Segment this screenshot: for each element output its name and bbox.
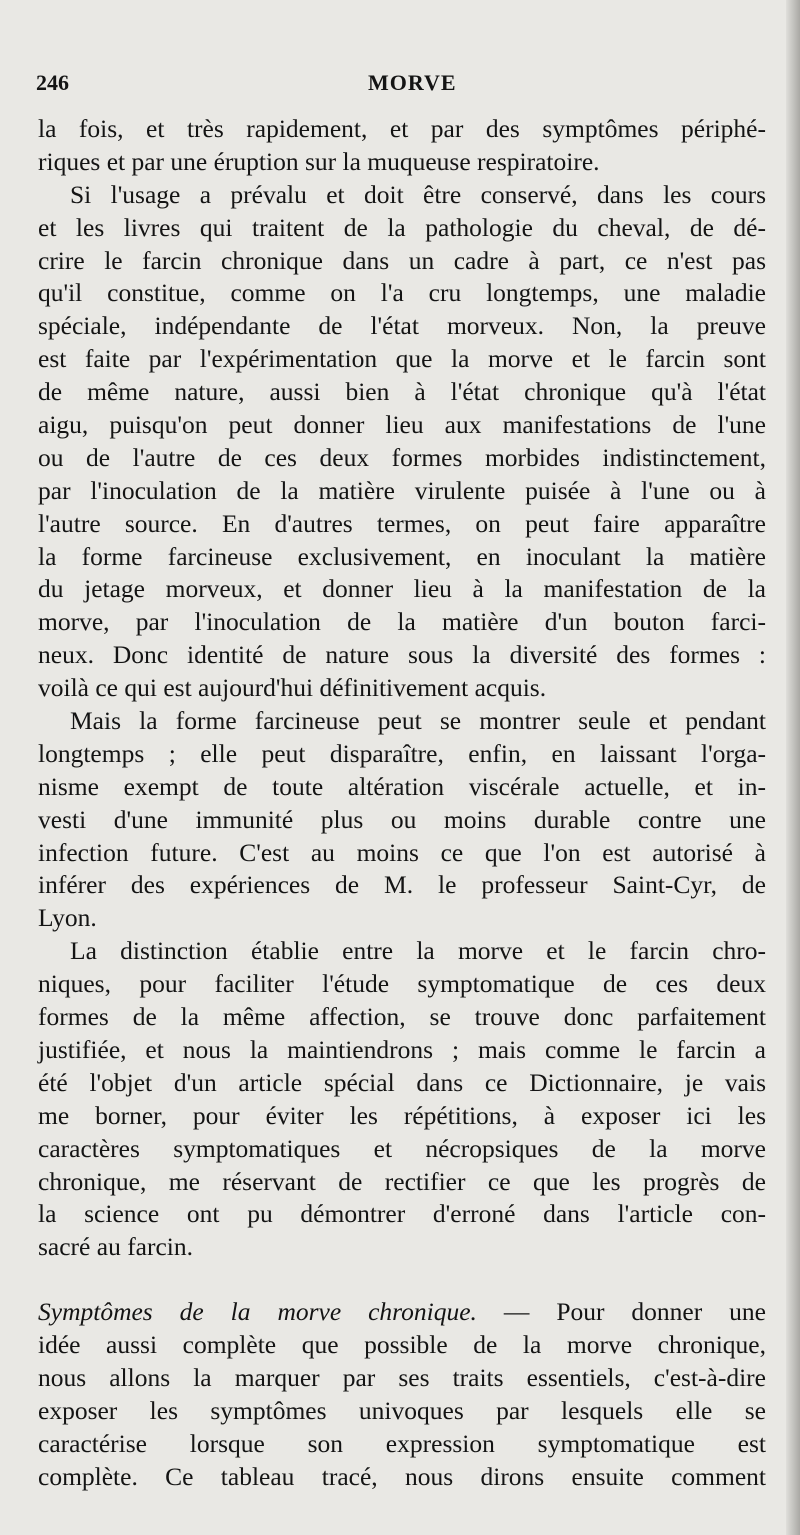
text-line: longtemps ; elle peut disparaître, enfin, en laissant l'orga- xyxy=(38,738,766,768)
text-line: chronique, me réservant de rectifier ce que les progrès de xyxy=(38,1166,766,1196)
text-line: exposer les symptômes univoques par lesquels elle se xyxy=(38,1395,766,1425)
text-line: ou de l'autre de ces deux formes morbides indistinctement, xyxy=(38,442,766,472)
text-line: la fois, et très rapidement, et par des symptômes périphé- xyxy=(38,114,766,143)
page-edge-shadow xyxy=(786,0,800,1535)
text-line: complète. Ce tableau tracé, nous dirons ensuite comment xyxy=(38,1461,766,1491)
text-line: la science ont pu démontrer d'erroné dans l'article con- xyxy=(38,1199,766,1229)
text-line: sacré au farcin. xyxy=(38,1232,194,1262)
section-spacer xyxy=(38,1264,766,1296)
section-heading: Symptômes de la morve chronique. xyxy=(38,1297,477,1327)
text-line: Mais la forme farcineuse peut se montrer seule et pendant xyxy=(70,706,766,736)
text-line: de même nature, aussi bien à l'état chronique qu'à l'état xyxy=(38,377,766,407)
text-line: aigu, puisqu'on peut donner lieu aux manifestations de l'une xyxy=(38,410,766,440)
paragraph-farcin-chronique xyxy=(38,179,766,705)
text-line: nisme exempt de toute altération viscérale actuelle, et in- xyxy=(38,771,766,801)
text-line: riques et par une éruption sur la muqueuse respiratoire. xyxy=(38,146,600,176)
text-line: est faite par l'expérimentation que la morve et le farcin sont xyxy=(38,344,766,374)
text-line: formes de la même affection, se trouve donc parfaitement xyxy=(38,1002,766,1032)
section-heading-continuation: — Pour donner une xyxy=(476,1297,766,1327)
text-line: qu'il constitue, comme on l'a cru longtemps, une maladie xyxy=(38,278,766,308)
text-line: La distinction établie entre la morve et le farcin chro- xyxy=(70,936,766,966)
text-line: et les livres qui traitent de la pathologie du cheval, de dé- xyxy=(38,212,766,242)
text-line: caractérise lorsque son expression symptomatique est xyxy=(38,1428,766,1458)
text-line: la forme farcineuse exclusivement, en inoculant la matière xyxy=(38,541,766,571)
body-text xyxy=(38,113,766,1494)
paragraph-continuation xyxy=(38,113,766,179)
page-header xyxy=(36,70,756,100)
text-line: me borner, pour éviter les répétitions, à exposer ici les xyxy=(38,1100,766,1130)
paragraph-distinction xyxy=(38,935,766,1264)
text-line: voilà ce qui est aujourd'hui définitivement acquis. xyxy=(38,673,547,703)
text-line: idée aussi complète que possible de la morve chronique, xyxy=(38,1330,766,1360)
text-line: du jetage morveux, et donner lieu à la manifestation de la xyxy=(38,574,766,604)
text-line: l'autre source. En d'autres termes, on peut faire apparaître xyxy=(38,508,766,538)
text-line: crire le farcin chronique dans un cadre à part, ce n'est pas xyxy=(38,245,766,275)
paragraph-forme-farcineuse xyxy=(38,705,766,935)
text-line: neux. Donc identité de nature sous la diversité des formes : xyxy=(38,640,766,670)
text-line: spéciale, indépendante de l'état morveux. Non, la preuve xyxy=(38,311,766,341)
page-number: 246 xyxy=(36,70,69,95)
text-line: inférer des expériences de M. le professeur Saint-Cyr, de xyxy=(38,870,766,900)
section-symptomes xyxy=(38,1296,766,1493)
text-line: infection future. C'est au moins ce que l'on est autorisé à xyxy=(38,837,766,867)
section-first-line xyxy=(38,1296,766,1329)
text-line: par l'inoculation de la matière virulente puisée à l'une ou à xyxy=(38,475,766,505)
text-line: morve, par l'inoculation de la matière d'un bouton farci- xyxy=(38,607,766,637)
text-line: été l'objet d'un article spécial dans ce Dictionnaire, je vais xyxy=(38,1067,766,1097)
text-line: Si l'usage a prévalu et doit être conservé, dans les cours xyxy=(70,179,766,209)
text-line: nous allons la marquer par ses traits essentiels, c'est-à-dire xyxy=(38,1362,766,1392)
text-line: caractères symptomatiques et nécropsiques de la morve xyxy=(38,1133,766,1163)
text-line: Lyon. xyxy=(38,903,97,933)
text-line: vesti d'une immunité plus ou moins durable contre une xyxy=(38,804,766,834)
text-line: niques, pour faciliter l'étude symptomatique de ces deux xyxy=(38,969,766,999)
running-title: MORVE xyxy=(368,70,457,95)
text-line: justifiée, et nous la maintiendrons ; mais comme le farcin a xyxy=(38,1034,766,1064)
